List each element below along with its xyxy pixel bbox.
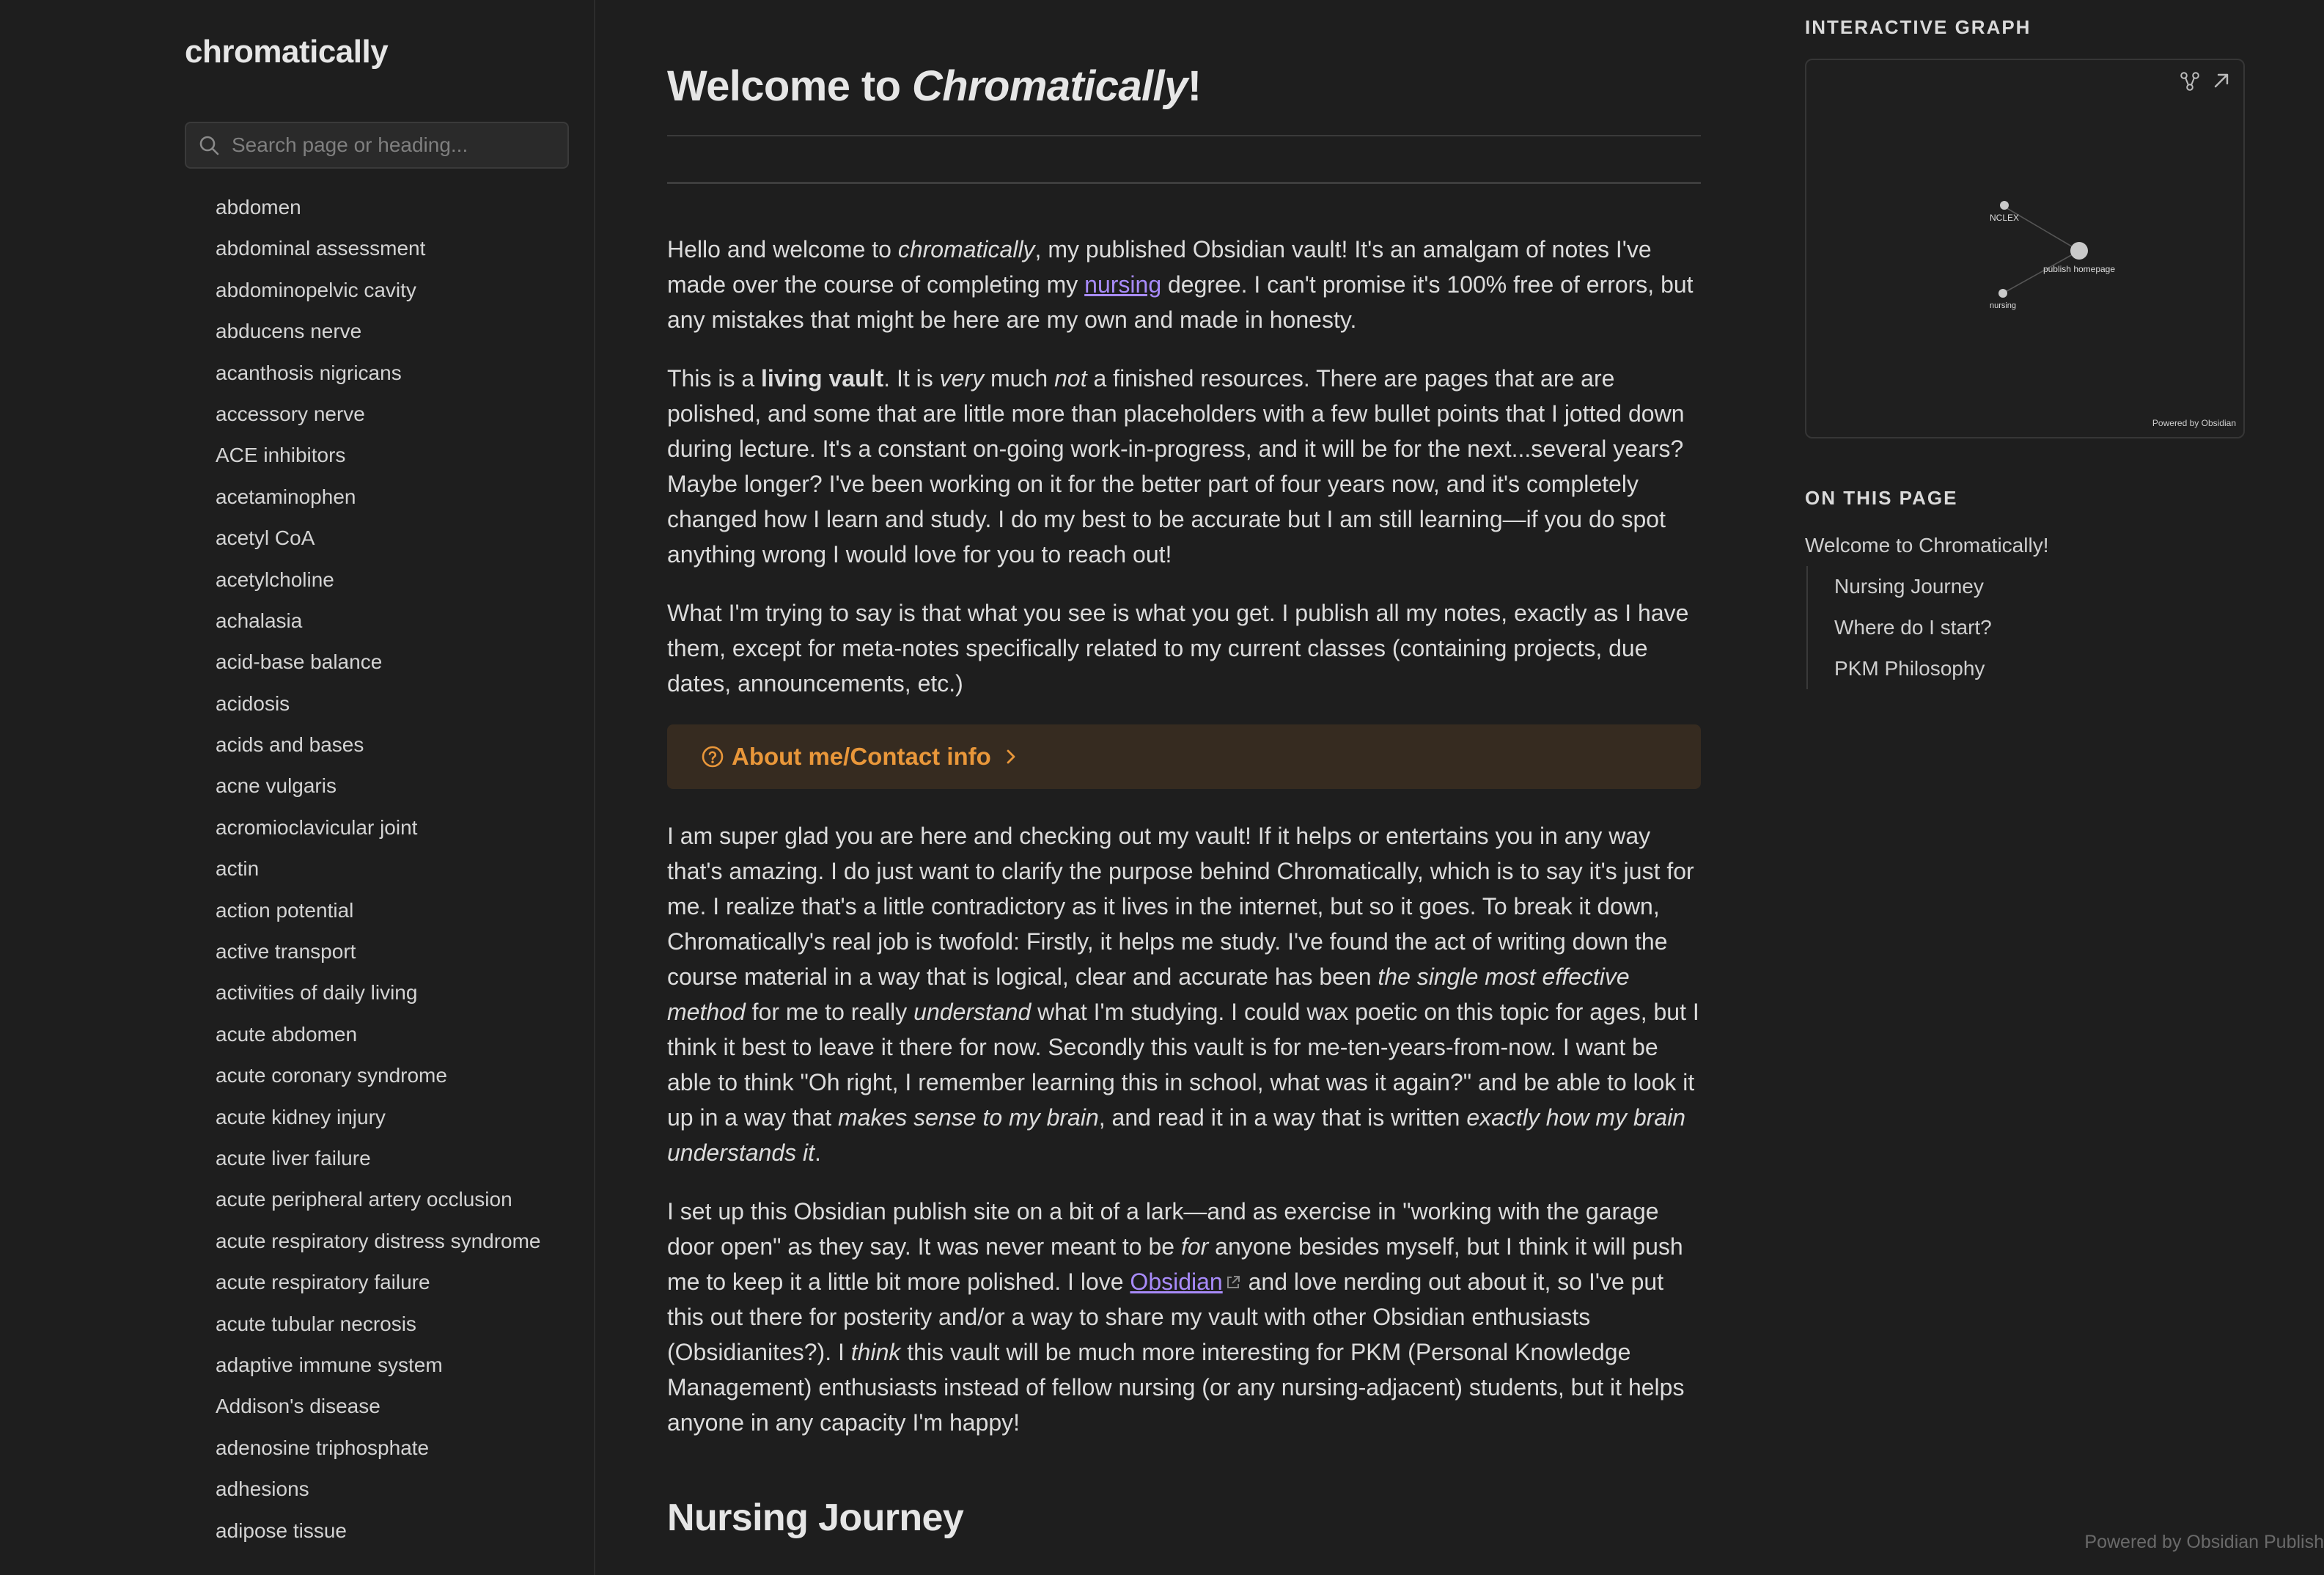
nav-item[interactable]: adipose tissue xyxy=(216,1519,348,1542)
toc-item-where-do-i-start[interactable]: Where do I start? xyxy=(1834,616,1992,639)
about-me-callout[interactable] xyxy=(667,724,1701,789)
nav-item[interactable]: acanthosis nigricans xyxy=(216,361,402,384)
nav-item[interactable]: activities of daily living xyxy=(216,981,418,1005)
nav-item[interactable]: acute peripheral artery occlusion xyxy=(216,1188,512,1211)
paragraph-intro: Hello and welcome to chromatically, my published Obsidian vault! It's an amalgam of notes I've made over the course of completing my nursing degree. I can't promise it's 100% free of errors, but any mistakes that might be here are my own and made in honesty. xyxy=(667,236,1694,333)
nav-item[interactable]: acids and bases xyxy=(216,733,364,757)
graph-canvas[interactable] xyxy=(1806,60,2246,440)
title-divider xyxy=(667,135,1701,136)
horizontal-rule xyxy=(667,182,1701,184)
graph-node-nclex[interactable] xyxy=(2000,201,2009,210)
graph-label-publish-homepage: publish homepage xyxy=(2042,264,2116,274)
title-suffix: ! xyxy=(1187,62,1202,110)
graph-view-icon[interactable] xyxy=(2179,70,2201,92)
interactive-graph[interactable] xyxy=(1805,59,2245,438)
nav-item[interactable]: abdominal assessment xyxy=(216,237,426,260)
paragraph-what-you-see: What I'm trying to say is that what you see is what you get. I publish all my notes, exactly as I have them, except for meta-notes specifically related to my current classes (containing projects, due dates, announcements, etc.) xyxy=(667,600,1689,697)
nav-item[interactable]: adaptive immune system xyxy=(216,1353,443,1376)
paragraph-purpose: I am super glad you are here and checking out my vault! If it helps or entertains you in any way that's amazing. I do just want to clarify the purpose behind Chromatically, which is to say it's just for me. I realize that's a little contradictory as it lives in the internet, but so it goes. To break it down, Chromatically's real job is twofold: Firstly, it helps me study. I've found the act of writing down the course material in a way that is logical, clear and accurate has been the single most effective method for me to really understand what I'm studying. I could wax poetic on this topic for ages, but I think it best to leave it there for now. Secondly this vault is for me-ten-years-from-now. I want be able to think "Oh right, I remember learning this in school, what was it again?" and be able to look it up in a way that makes sense to my brain, and read it in a way that is written exactly how my brain understands it. xyxy=(667,823,1699,1166)
nav-item[interactable]: accessory nerve xyxy=(216,402,365,425)
nav-item[interactable]: abdominopelvic cavity xyxy=(216,278,416,301)
nav-item[interactable]: action potential xyxy=(216,898,354,922)
toc-item-welcome[interactable]: Welcome to Chromatically! xyxy=(1805,534,2049,557)
left-sidebar xyxy=(0,0,595,1575)
toc-item-pkm-philosophy[interactable]: PKM Philosophy xyxy=(1834,657,1985,680)
powered-by-footer[interactable]: Powered by Obsidian Publish xyxy=(2084,1532,2324,1552)
nav-item[interactable]: acute abdomen xyxy=(216,1022,358,1046)
graph-powered-by[interactable]: Powered by Obsidian xyxy=(2152,418,2236,428)
nav-item[interactable]: acute liver failure xyxy=(216,1146,371,1170)
nursing-link[interactable]: nursing xyxy=(1084,271,1162,298)
nav-item[interactable]: abducens nerve xyxy=(216,320,362,343)
table-of-contents xyxy=(1805,525,2245,689)
graph-node-nursing[interactable] xyxy=(1998,289,2007,298)
graph-toolbar xyxy=(2179,70,2232,92)
toc-heading: ON THIS PAGE xyxy=(1805,487,1958,509)
graph-label-nursing: nursing xyxy=(1989,301,2017,310)
nav-item[interactable]: ACE inhibitors xyxy=(216,444,346,467)
article-body xyxy=(667,232,1701,1464)
nav-item[interactable]: acute tubular necrosis xyxy=(216,1312,416,1335)
site-name[interactable]: chromatically xyxy=(185,34,389,70)
nav-item[interactable]: acute respiratory distress syndrome xyxy=(216,1229,541,1252)
file-nav-list xyxy=(216,191,541,1555)
nav-item[interactable]: achalasia xyxy=(216,609,303,632)
nav-item[interactable]: acromioclavicular joint xyxy=(216,815,418,839)
nav-item[interactable]: acetaminophen xyxy=(216,485,356,508)
section-heading-nursing-journey: Nursing Journey xyxy=(667,1497,964,1539)
toc-subsections xyxy=(1806,566,2245,689)
nav-item[interactable]: adenosine triphosphate xyxy=(216,1436,430,1459)
question-circle-icon xyxy=(701,745,724,768)
nav-item[interactable]: acute kidney injury xyxy=(216,1105,386,1128)
graph-node-publish-homepage[interactable] xyxy=(2070,242,2088,260)
nav-item[interactable]: acute respiratory failure xyxy=(216,1271,430,1294)
nav-item[interactable]: adhesions xyxy=(216,1477,309,1501)
graph-heading: INTERACTIVE GRAPH xyxy=(1805,16,2031,38)
nav-item[interactable]: acetyl CoA xyxy=(216,526,315,550)
search-input[interactable] xyxy=(230,133,567,158)
search-icon xyxy=(196,133,221,158)
obsidian-external-link[interactable]: Obsidian xyxy=(1130,1269,1223,1295)
page-title xyxy=(667,62,1201,111)
external-link-icon xyxy=(1224,1274,1242,1291)
nav-item[interactable]: abdomen xyxy=(216,196,301,219)
search-box[interactable] xyxy=(185,122,569,169)
nav-item[interactable]: acid-base balance xyxy=(216,650,383,674)
callout-title: About me/Contact info xyxy=(732,743,991,770)
expand-arrow-icon[interactable] xyxy=(2211,70,2232,91)
chevron-right-icon xyxy=(1003,749,1019,765)
nav-item[interactable]: Addison's disease xyxy=(216,1395,380,1418)
nav-item[interactable]: acidosis xyxy=(216,691,290,715)
nav-item[interactable]: actin xyxy=(216,857,260,881)
nav-item[interactable]: acute coronary syndrome xyxy=(216,1064,447,1087)
nav-item[interactable]: acetylcholine xyxy=(216,568,334,591)
paragraph-living-vault: This is a living vault. It is very much not a finished resources. There are pages that are are polished, and some that are little more than placeholders with a few bullet points that I jotted down during lecture. It's a constant on-going work-in-progress, and it will be for the next...several years? Maybe longer? I've been working on it for the better part of four years now, and it's completely changed how I learn and study. I do my best to be accurate but I am still learning—if you do spot anything wrong I would love for you to reach out! xyxy=(667,365,1685,568)
title-text: Welcome to xyxy=(667,62,912,110)
nav-item[interactable]: active transport xyxy=(216,940,356,963)
toc-item-nursing-journey[interactable]: Nursing Journey xyxy=(1834,575,1984,598)
paragraph-publish-site: I set up this Obsidian publish site on a bit of a lark—and as exercise in "working with the garage door open" as they say. It was never meant to be for anyone besides myself, but I think it will push me to keep it a little bit more polished. I love Obsidian and love nerding out about it, so I've put this out there for posterity and/or a way to share my vault with other Obsidian enthusiasts (Obsidianites?). I think this vault will be much more interesting for PKM (Personal Knowledge Management) enthusiasts instead of fellow nursing (or any nursing-adjacent) students, but it helps anyone in any capacity I'm happy! xyxy=(667,1198,1685,1436)
graph-label-nclex: NCLEX xyxy=(1989,213,2020,223)
title-emphasis: Chromatically xyxy=(911,62,1188,110)
nav-item[interactable]: acne vulgaris xyxy=(216,774,337,798)
